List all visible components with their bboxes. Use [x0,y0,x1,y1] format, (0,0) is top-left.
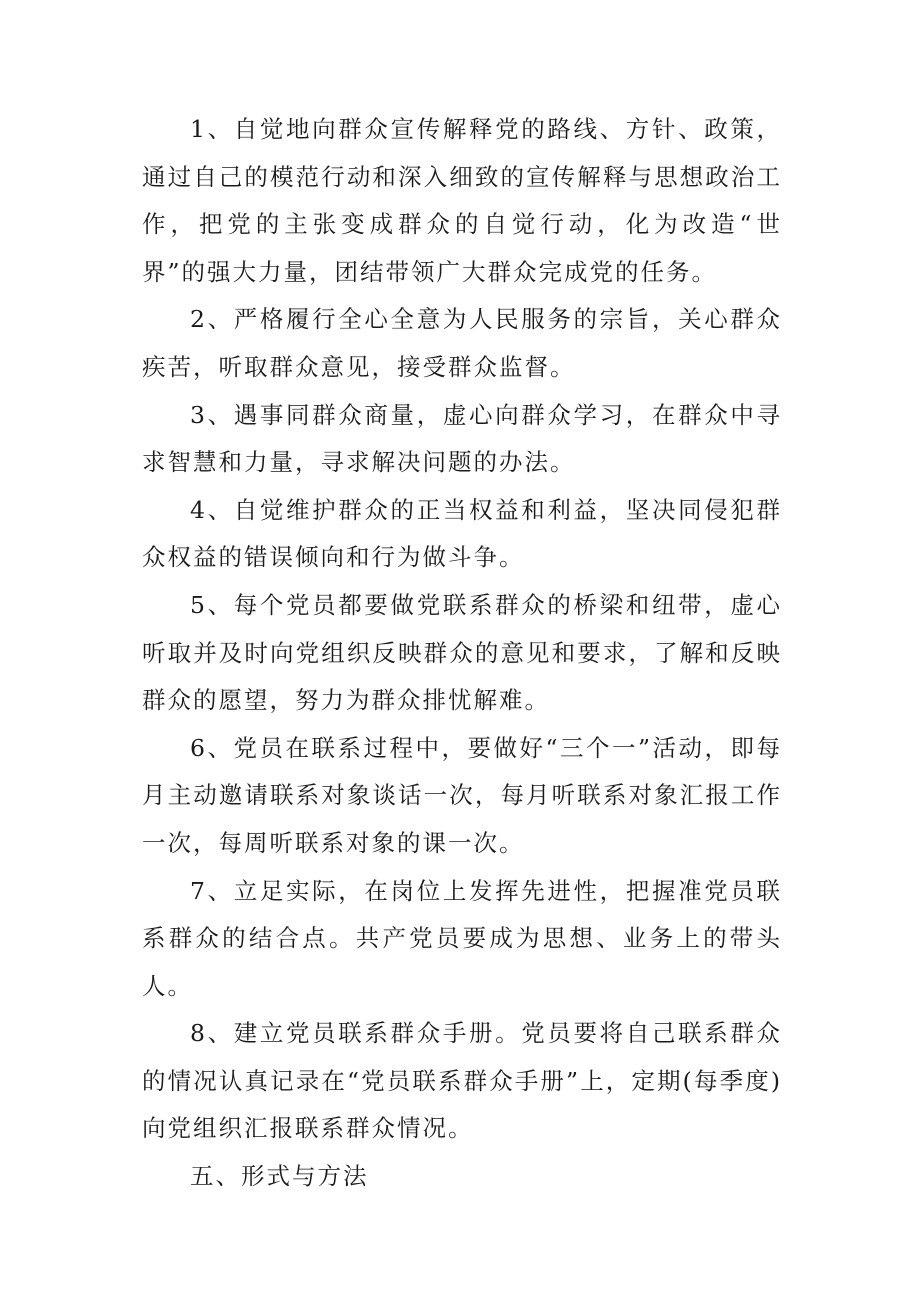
paragraph-4: 4、自觉维护群众的正当权益和利益，坚决同侵犯群众权益的错误倾向和行为做斗争。 [142,495,782,572]
paragraph-3: 3、遇事同群众商量，虚心向群众学习，在群众中寻求智慧和力量，寻求解决问题的办法。 [142,400,782,477]
document-body [142,106,782,1201]
paragraph-2: 2、严格履行全心全意为人民服务的宗旨，关心群众疾苦，听取群众意见，接受群众监督。 [142,305,782,381]
paragraph-6: 6、党员在联系过程中，要做好“三个一”活动，即每月主动邀请联系对象谈话一次，每月听联系对象汇报工作一次，每周听联系对象的课一次。 [142,733,782,857]
paragraph-5: 5、每个党员都要做党联系群众的桥梁和纽带，虚心听取并及时向党组织反映群众的意见和要求，了解和反映群众的愿望，努力为群众排忧解难。 [142,590,782,715]
paragraph-7: 7、立足实际，在岗位上发挥先进性，把握准党员联系群众的结合点。共产党员要成为思想、业务上的带头人。 [142,876,782,1000]
paragraph-8: 8、建立党员联系群众手册。党员要将自己联系群众的情况认真记录在“党员联系群众手册”上，定期(每季度)向党组织汇报联系群众情况。 [142,1019,782,1143]
section-heading-forms-and-methods: 五、形式与方法 [190,1162,369,1191]
paragraph-1: 1、自觉地向群众宣传解释党的路线、方针、政策，通过自己的模范行动和深入细致的宣传解释与思想政治工作，把党的主张变成群众的自觉行动，化为改造“世界”的强大力量，团结带领广大群众完成党的任务。 [142,115,782,286]
